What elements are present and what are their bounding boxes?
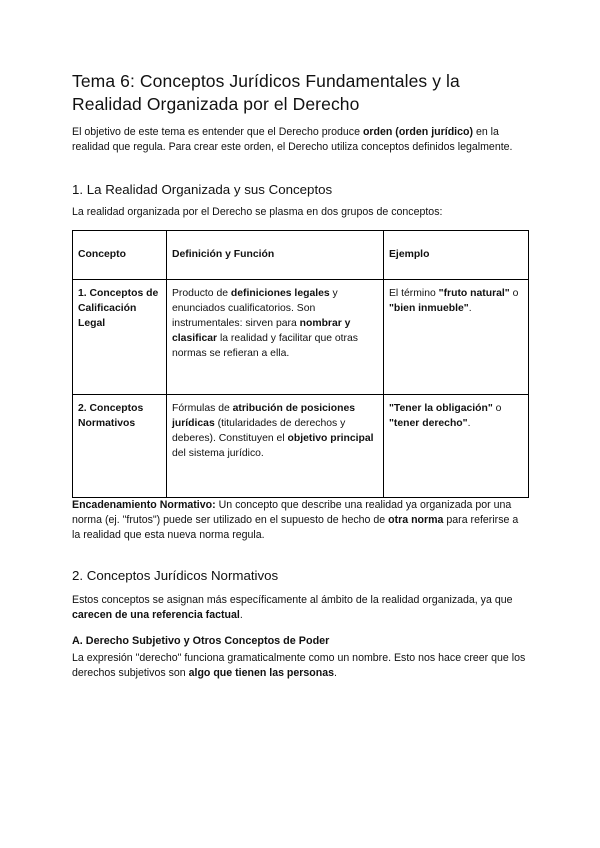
subsection-a-paragraph: [72, 651, 528, 681]
lead-text: Estos conceptos se asignan más específicamente al ámbito de la realidad organizada, ya que: [72, 594, 513, 607]
definition-bold: atribución de posiciones jurídicas: [172, 402, 356, 429]
table-header: Concepto: [73, 230, 167, 279]
normative-chain-paragraph: [72, 498, 528, 544]
example-text: El término: [389, 287, 439, 299]
chain-text-end: para referirse a la realidad que esta nueva norma regula.: [72, 513, 519, 542]
table-row: [73, 394, 529, 497]
lead-bold: carecen de una referencia factual: [72, 609, 240, 622]
table-row: [73, 279, 529, 394]
subsection-text-end: .: [334, 666, 337, 679]
definition-text: Fórmulas de: [172, 402, 233, 414]
example-bold: "fruto natural": [438, 287, 510, 299]
section-1-title: 1. La Realidad Organizada y sus Conceptos: [72, 182, 333, 198]
example-text: o: [509, 287, 519, 299]
definition-bold: objetivo principal: [287, 433, 374, 445]
example-text: .: [468, 302, 472, 314]
document-page: [72, 70, 528, 681]
table-cell-example: [384, 394, 529, 497]
example-bold: "tener derecho": [389, 417, 468, 429]
table-cell-definition: [167, 279, 384, 394]
section-2-title: 2. Conceptos Jurídicos Normativos: [72, 568, 279, 584]
concept-label: 1. Conceptos de Calificación Legal: [78, 287, 159, 330]
table-cell-concept: [73, 279, 167, 394]
definition-text: del sistema jurídico.: [172, 448, 264, 460]
chain-label: Encadenamiento Normativo:: [72, 498, 216, 511]
definition-text: la realidad y facilitar que otras normas se refieran a ella.: [172, 333, 358, 360]
definition-bold: nombrar y clasificar: [172, 318, 351, 345]
table-cell-example: [384, 279, 529, 394]
table-header: Definición y Función: [167, 230, 384, 279]
subsection-bold: algo que tienen las personas: [188, 666, 335, 679]
subsection-a-title: A. Derecho Subjetivo y Otros Conceptos de Poder: [72, 634, 330, 647]
definition-text: Producto de: [172, 287, 231, 299]
concept-label: 2. Conceptos Normativos: [78, 402, 144, 429]
lead-text-end: .: [239, 609, 243, 622]
intro-bold: orden (orden jurídico): [362, 126, 473, 138]
subsection-text: La expresión "derecho" funciona gramaticalmente como un nombre. Esto nos hace creer que los derechos subjetivos son: [72, 651, 526, 679]
section-1-lead: La realidad organizada por el Derecho se plasma en dos grupos de conceptos:: [72, 206, 443, 219]
chain-text: Un concepto que describe una realidad ya organizada por una norma (ej. "frutos") puede ser utilizado en el supuesto de hecho de: [72, 498, 512, 526]
example-text: .: [467, 417, 471, 429]
intro-text: El objetivo de este tema es entender que el Derecho produce: [72, 126, 363, 138]
table-cell-concept: [73, 394, 167, 497]
table-header: Ejemplo: [384, 230, 529, 279]
intro-paragraph: [72, 125, 528, 155]
example-bold: "bien inmueble": [389, 302, 469, 314]
definition-bold: definiciones legales: [230, 287, 330, 299]
example-bold: "Tener la obligación": [389, 402, 493, 414]
example-text: o: [492, 402, 502, 414]
intro-text-end: en la realidad que regula. Para crear este orden, el Derecho utiliza conceptos definidos legalmente.: [72, 126, 513, 154]
definition-text: y enunciados cualificatorios. Son instrumentales: sirven para: [172, 287, 338, 330]
table-header-row: [73, 230, 529, 279]
document-title: Tema 6: Conceptos Jurídicos Fundamentales y la Realidad Organizada por el Derecho: [72, 71, 460, 114]
chain-bold: otra norma: [388, 513, 444, 526]
section-2-lead: [72, 593, 528, 623]
definition-text: (titularidades de derechos y deberes). Constituyen el: [172, 417, 346, 445]
table-cell-definition: [167, 394, 384, 497]
concepts-table: [72, 230, 529, 498]
